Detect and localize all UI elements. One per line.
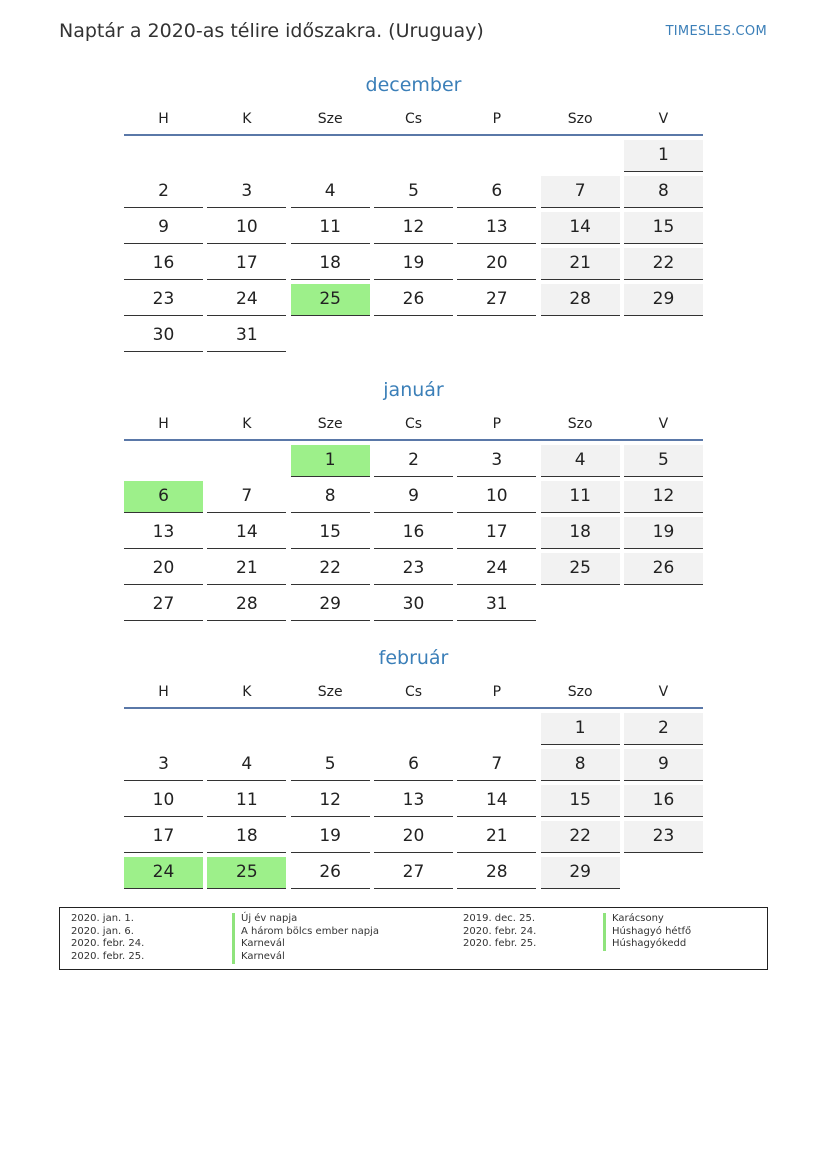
holiday-legend: [59, 907, 768, 970]
day-cell: 5: [624, 445, 703, 477]
day-cell: 14: [207, 517, 286, 549]
empty-cell: [291, 320, 370, 352]
weekday-label: V: [658, 111, 669, 127]
day-cell: 4: [541, 445, 620, 477]
empty-cell: [207, 713, 286, 745]
day-cell: 4: [207, 749, 286, 781]
day-cell: 16: [624, 785, 703, 817]
weekday-label: P: [492, 111, 502, 127]
holiday-name: Húshagyókedd: [603, 938, 691, 951]
day-cell: 14: [457, 785, 536, 817]
weekday-label: Sze: [317, 111, 343, 127]
day-cell: 29: [291, 589, 370, 621]
month-title: december: [365, 74, 462, 96]
weekday-label: Szo: [567, 684, 593, 700]
day-cell: 28: [457, 857, 536, 889]
day-cell: 18: [291, 248, 370, 280]
weekday-label: P: [492, 684, 502, 700]
day-cell: 9: [374, 481, 453, 513]
empty-cell: [374, 320, 453, 352]
day-cell: 2: [624, 713, 703, 745]
week-row: [124, 284, 703, 316]
day-cell: 11: [291, 212, 370, 244]
day-cell: 14: [541, 212, 620, 244]
day-cell: 16: [374, 517, 453, 549]
empty-cell: [374, 713, 453, 745]
day-cell: 18: [541, 517, 620, 549]
weekday-label: P: [492, 416, 502, 432]
empty-cell: [207, 140, 286, 172]
week-row: [124, 749, 703, 781]
weekday-header: [124, 108, 703, 136]
empty-cell: [457, 320, 536, 352]
holiday-date: 2020. febr. 24.: [463, 925, 537, 937]
weekday-header: [124, 413, 703, 441]
day-cell: 27: [124, 589, 203, 621]
day-cell: 26: [624, 553, 703, 585]
day-cell: 7: [457, 749, 536, 781]
day-cell: 8: [541, 749, 620, 781]
week-row: [124, 517, 703, 549]
day-cell: 17: [457, 517, 536, 549]
empty-cell: [207, 445, 286, 477]
empty-cell: [541, 320, 620, 352]
empty-cell: [624, 857, 703, 889]
holiday-date: 2020. febr. 25.: [463, 938, 537, 950]
day-cell: 2: [374, 445, 453, 477]
weekday-label: H: [158, 684, 169, 700]
day-cell: 17: [124, 821, 203, 853]
week-row: [124, 785, 703, 817]
day-cell: 3: [457, 445, 536, 477]
weekday-label: Cs: [404, 416, 423, 432]
holiday-name: Karácsony: [603, 913, 691, 926]
holiday-day-cell: 25: [291, 284, 370, 316]
week-row: [124, 140, 703, 172]
week-row: [124, 320, 703, 352]
weekday-label: H: [158, 416, 169, 432]
day-cell: 19: [374, 248, 453, 280]
day-cell: 24: [207, 284, 286, 316]
empty-cell: [457, 713, 536, 745]
day-cell: 11: [207, 785, 286, 817]
day-cell: 5: [374, 176, 453, 208]
month-title: február: [378, 647, 449, 669]
day-cell: 29: [541, 857, 620, 889]
week-row: [124, 589, 703, 621]
week-row: [124, 481, 703, 513]
day-cell: 3: [207, 176, 286, 208]
weekday-label: K: [242, 684, 252, 700]
month-calendar: [124, 72, 703, 356]
weekday-label: Sze: [317, 416, 343, 432]
day-cell: 11: [541, 481, 620, 513]
weekday-label: Cs: [404, 111, 423, 127]
day-cell: 23: [624, 821, 703, 853]
day-cell: 25: [541, 553, 620, 585]
empty-cell: [541, 589, 620, 621]
day-cell: 23: [124, 284, 203, 316]
week-row: [124, 821, 703, 853]
day-cell: 30: [124, 320, 203, 352]
empty-cell: [124, 140, 203, 172]
day-cell: 15: [624, 212, 703, 244]
weekday-label: H: [158, 111, 169, 127]
holiday-name: Karnevál: [232, 951, 379, 964]
day-cell: 6: [457, 176, 536, 208]
day-cell: 27: [457, 284, 536, 316]
day-cell: 22: [291, 553, 370, 585]
day-cell: 18: [207, 821, 286, 853]
day-cell: 27: [374, 857, 453, 889]
week-row: [124, 445, 703, 477]
day-cell: 1: [624, 140, 703, 172]
weekday-label: Sze: [317, 684, 343, 700]
day-cell: 10: [207, 212, 286, 244]
holiday-name: A három bölcs ember napja: [232, 926, 379, 939]
day-cell: 26: [291, 857, 370, 889]
day-cell: 21: [541, 248, 620, 280]
day-cell: 23: [374, 553, 453, 585]
week-row: [124, 176, 703, 208]
day-cell: 7: [207, 481, 286, 513]
weekday-label: V: [658, 416, 669, 432]
day-cell: 6: [374, 749, 453, 781]
holiday-day-cell: 1: [291, 445, 370, 477]
brand-link[interactable]: TIMESLES.COM: [665, 24, 767, 39]
day-cell: 4: [291, 176, 370, 208]
month-calendar: [124, 645, 703, 893]
empty-cell: [291, 713, 370, 745]
day-cell: 12: [374, 212, 453, 244]
day-cell: 13: [124, 517, 203, 549]
day-cell: 21: [207, 553, 286, 585]
day-cell: 15: [541, 785, 620, 817]
holiday-day-cell: 6: [124, 481, 203, 513]
day-cell: 20: [124, 553, 203, 585]
holiday-day-cell: 24: [124, 857, 203, 889]
day-cell: 3: [124, 749, 203, 781]
holiday-date: 2020. jan. 6.: [71, 925, 134, 937]
empty-cell: [291, 140, 370, 172]
day-cell: 19: [291, 821, 370, 853]
weekday-label: V: [658, 684, 669, 700]
weekday-label: K: [242, 416, 252, 432]
day-cell: 2: [124, 176, 203, 208]
week-row: [124, 212, 703, 244]
day-cell: 31: [457, 589, 536, 621]
holiday-date: 2020. febr. 25.: [71, 951, 145, 963]
day-cell: 10: [124, 785, 203, 817]
weekday-header: [124, 681, 703, 709]
weekday-label: K: [242, 111, 252, 127]
day-cell: 7: [541, 176, 620, 208]
empty-cell: [541, 140, 620, 172]
day-cell: 31: [207, 320, 286, 352]
empty-cell: [624, 589, 703, 621]
day-cell: 12: [291, 785, 370, 817]
day-cell: 20: [457, 248, 536, 280]
week-row: [124, 248, 703, 280]
day-cell: 22: [624, 248, 703, 280]
holiday-date: 2020. jan. 1.: [71, 913, 134, 924]
day-cell: 28: [541, 284, 620, 316]
holiday-date: 2019. dec. 25.: [463, 913, 536, 924]
week-row: [124, 553, 703, 585]
month-calendar: [124, 377, 703, 625]
empty-cell: [374, 140, 453, 172]
day-cell: 26: [374, 284, 453, 316]
month-title: január: [383, 379, 444, 401]
day-cell: 24: [457, 553, 536, 585]
day-cell: 28: [207, 589, 286, 621]
day-cell: 9: [124, 212, 203, 244]
week-row: [124, 713, 703, 745]
day-cell: 16: [124, 248, 203, 280]
empty-cell: [624, 320, 703, 352]
page-title: Naptár a 2020-as télire időszakra. (Uruguay): [59, 20, 484, 42]
empty-cell: [457, 140, 536, 172]
day-cell: 5: [291, 749, 370, 781]
holiday-name: Karnevál: [232, 938, 379, 951]
day-cell: 1: [541, 713, 620, 745]
day-cell: 13: [374, 785, 453, 817]
weekday-label: Szo: [567, 416, 593, 432]
weekday-label: Cs: [404, 684, 423, 700]
day-cell: 8: [291, 481, 370, 513]
holiday-name: Húshagyó hétfő: [603, 926, 691, 939]
day-cell: 22: [541, 821, 620, 853]
holiday-day-cell: 25: [207, 857, 286, 889]
week-row: [124, 857, 703, 889]
day-cell: 13: [457, 212, 536, 244]
day-cell: 17: [207, 248, 286, 280]
empty-cell: [124, 445, 203, 477]
day-cell: 30: [374, 589, 453, 621]
holiday-name: Új év napja: [232, 913, 379, 926]
weekday-label: Szo: [567, 111, 593, 127]
empty-cell: [124, 713, 203, 745]
day-cell: 19: [624, 517, 703, 549]
day-cell: 9: [624, 749, 703, 781]
holiday-date: 2020. febr. 24.: [71, 938, 145, 950]
day-cell: 10: [457, 481, 536, 513]
day-cell: 8: [624, 176, 703, 208]
day-cell: 21: [457, 821, 536, 853]
day-cell: 15: [291, 517, 370, 549]
day-cell: 29: [624, 284, 703, 316]
day-cell: 20: [374, 821, 453, 853]
day-cell: 12: [624, 481, 703, 513]
